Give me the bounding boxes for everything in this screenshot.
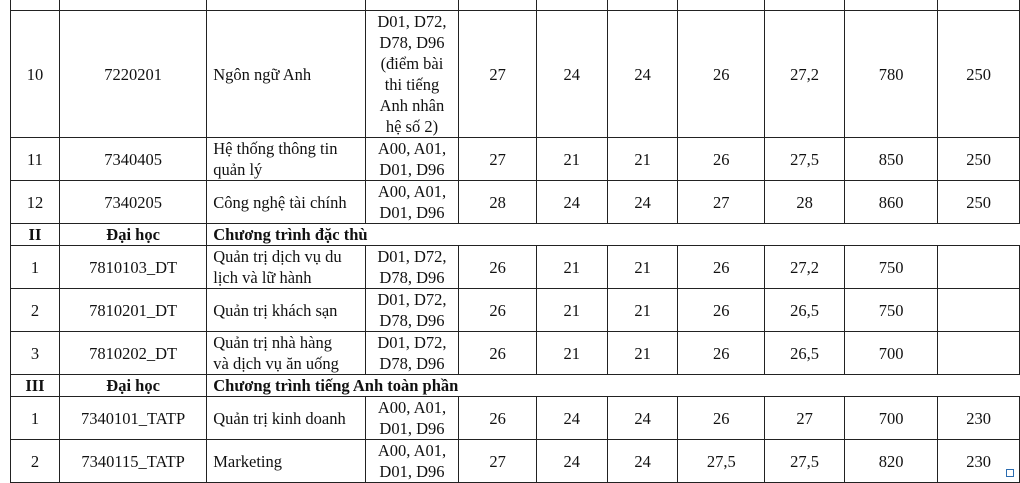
major-code: 7810103_DT <box>59 246 206 289</box>
major-code: 7340405 <box>59 138 206 181</box>
major-code: 7340205 <box>59 181 206 224</box>
subject-combos: A00, A01, D01, D96 <box>365 181 459 224</box>
score-cell: 27,2 <box>765 11 845 138</box>
score-cell: 700 <box>845 397 938 440</box>
table-row <box>11 246 1020 289</box>
major-code: 7810202_DT <box>59 332 206 375</box>
score-cell: 700 <box>845 332 938 375</box>
score-cell: 24 <box>536 440 607 483</box>
score-cell: 21 <box>536 289 607 332</box>
score-cell: 24 <box>607 181 678 224</box>
section-header-row <box>11 375 1020 397</box>
score-cell: 26 <box>678 246 765 289</box>
resize-handle[interactable] <box>1006 469 1014 477</box>
score-cell: 27 <box>459 440 537 483</box>
row-number: 1 <box>11 246 60 289</box>
score-cell: 27,5 <box>678 440 765 483</box>
score-cell: 24 <box>607 397 678 440</box>
subject-combos: D01, D72, D78, D96 <box>365 246 459 289</box>
header-row-clipped <box>11 0 1020 11</box>
score-cell: 24 <box>536 397 607 440</box>
table-row <box>11 11 1020 138</box>
major-name: Quản trị khách sạn <box>207 289 365 332</box>
row-number: 2 <box>11 440 60 483</box>
major-code: 7220201 <box>59 11 206 138</box>
section-title: Chương trình tiếng Anh toàn phần <box>207 375 1020 397</box>
score-cell: 26 <box>459 332 537 375</box>
section-level: Đại học <box>59 375 206 397</box>
score-cell: 28 <box>459 181 537 224</box>
score-cell <box>938 332 1020 375</box>
score-cell: 26 <box>459 289 537 332</box>
score-cell: 250 <box>938 138 1020 181</box>
score-cell: 27 <box>765 397 845 440</box>
admission-scores-table <box>10 0 1020 483</box>
score-cell: 21 <box>607 138 678 181</box>
score-cell: 26 <box>678 397 765 440</box>
section-title: Chương trình đặc thù <box>207 224 1020 246</box>
score-cell: 850 <box>845 138 938 181</box>
score-cell: 27,2 <box>765 246 845 289</box>
score-cell: 26 <box>459 246 537 289</box>
score-cell: 230 <box>938 397 1020 440</box>
score-cell: 750 <box>845 246 938 289</box>
table-row <box>11 397 1020 440</box>
row-number: 1 <box>11 397 60 440</box>
section-header-row <box>11 224 1020 246</box>
score-cell: 26 <box>459 397 537 440</box>
major-name: Quản trị kinh doanh <box>207 397 365 440</box>
score-cell: 26 <box>678 138 765 181</box>
score-cell: 24 <box>536 11 607 138</box>
table-row <box>11 181 1020 224</box>
section-roman: II <box>11 224 60 246</box>
subject-combos: A00, A01, D01, D96 <box>365 397 459 440</box>
row-number: 11 <box>11 138 60 181</box>
score-cell: 26,5 <box>765 332 845 375</box>
major-name: Hệ thống thông tin quản lý <box>207 138 365 181</box>
table-row <box>11 138 1020 181</box>
major-code: 7810201_DT <box>59 289 206 332</box>
score-cell: 21 <box>536 246 607 289</box>
score-cell: 27 <box>459 11 537 138</box>
subject-combos: A00, A01, D01, D96 <box>365 440 459 483</box>
score-cell: 24 <box>536 181 607 224</box>
score-cell: 250 <box>938 11 1020 138</box>
major-code: 7340115_TATP <box>59 440 206 483</box>
score-cell: 26 <box>678 11 765 138</box>
score-cell: 27,5 <box>765 440 845 483</box>
score-cell: 26 <box>678 332 765 375</box>
score-cell: 27,5 <box>765 138 845 181</box>
score-cell: 21 <box>607 289 678 332</box>
major-name: Quản trị nhà hàng và dịch vụ ăn uống <box>207 332 365 375</box>
score-cell: 21 <box>607 332 678 375</box>
table-row <box>11 332 1020 375</box>
score-cell <box>938 246 1020 289</box>
subject-combos: A00, A01, D01, D96 <box>365 138 459 181</box>
major-name: Quản trị dịch vụ du lịch và lữ hành <box>207 246 365 289</box>
row-number: 12 <box>11 181 60 224</box>
score-cell: 750 <box>845 289 938 332</box>
score-cell <box>938 289 1020 332</box>
score-cell: 24 <box>607 440 678 483</box>
subject-combos: D01, D72, D78, D96 <box>365 332 459 375</box>
section-roman: III <box>11 375 60 397</box>
score-cell: 27 <box>459 138 537 181</box>
score-cell: 21 <box>536 138 607 181</box>
score-cell: 21 <box>536 332 607 375</box>
row-number: 2 <box>11 289 60 332</box>
score-cell: 26,5 <box>765 289 845 332</box>
score-cell: 24 <box>607 11 678 138</box>
section-level: Đại học <box>59 224 206 246</box>
score-cell: 21 <box>607 246 678 289</box>
row-number: 3 <box>11 332 60 375</box>
score-cell: 780 <box>845 11 938 138</box>
score-cell: 860 <box>845 181 938 224</box>
major-name: Công nghệ tài chính <box>207 181 365 224</box>
major-code: 7340101_TATP <box>59 397 206 440</box>
subject-combos: D01, D72, D78, D96 (điểm bài thi tiếng Anh nhân hệ số 2) <box>365 11 459 138</box>
score-cell: 820 <box>845 440 938 483</box>
score-cell: 26 <box>678 289 765 332</box>
major-name: Marketing <box>207 440 365 483</box>
table-row <box>11 440 1020 483</box>
score-cell: 250 <box>938 181 1020 224</box>
score-cell: 27 <box>678 181 765 224</box>
subject-combos: D01, D72, D78, D96 <box>365 289 459 332</box>
score-cell: 230 <box>938 440 1020 483</box>
score-cell: 28 <box>765 181 845 224</box>
major-name: Ngôn ngữ Anh <box>207 11 365 138</box>
table-row <box>11 289 1020 332</box>
row-number: 10 <box>11 11 60 138</box>
